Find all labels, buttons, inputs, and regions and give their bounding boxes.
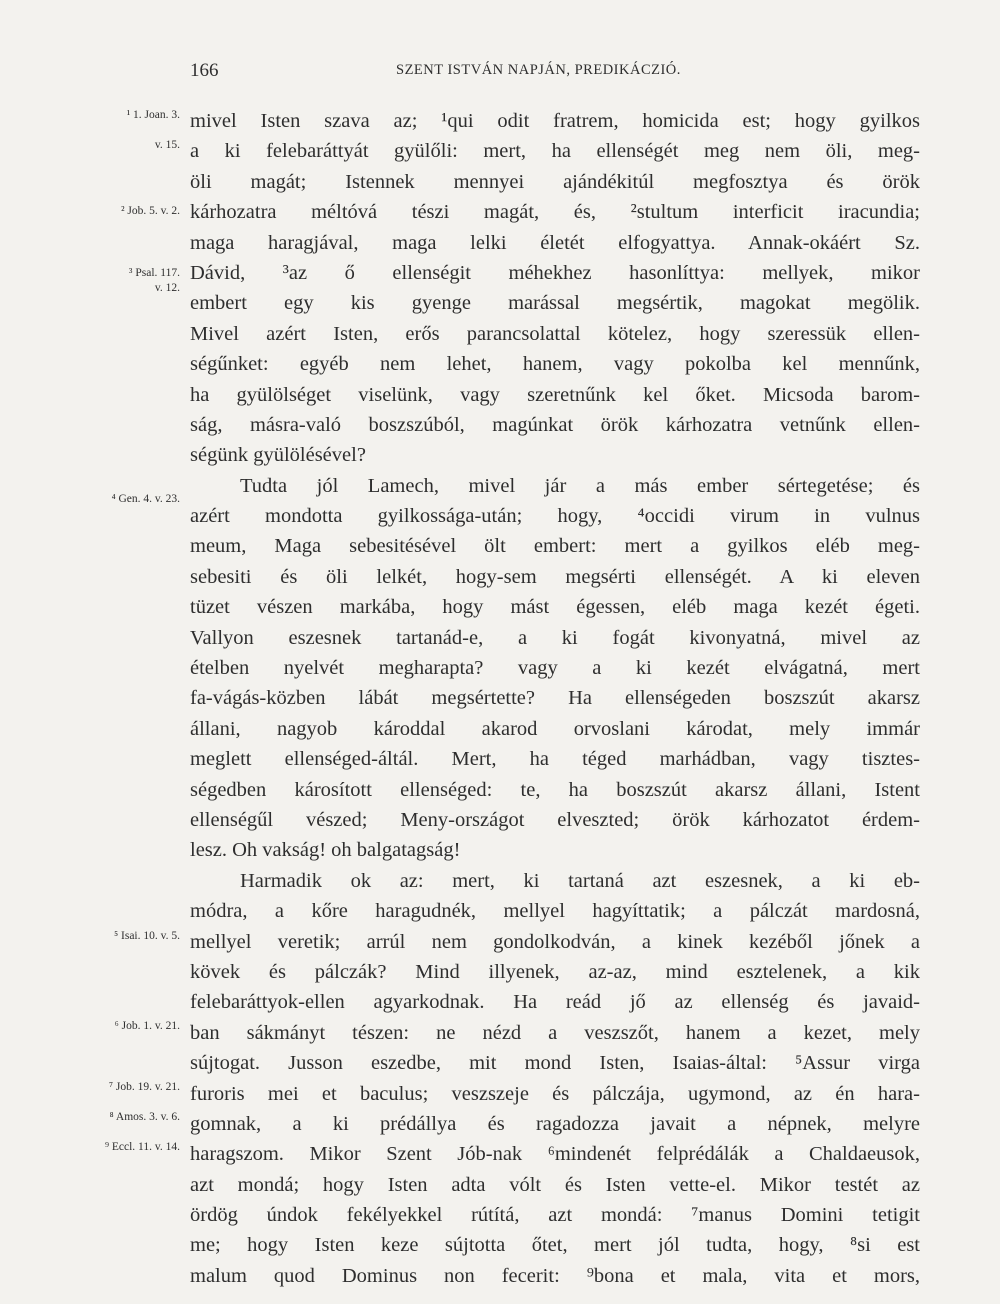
text-line: me; hogy Isten keze sújtotta őtet, mert jól tudta, hogy, ⁸si est: [190, 1234, 920, 1257]
sermon-body: [190, 106, 920, 1291]
text-line: azért mondotta gyilkossága-után; hogy, ⁴occidi virum in vulnus: [190, 505, 920, 528]
text-line: malum quod Dominus non fecerit: ⁹bona et mala, vita et mors,: [190, 1264, 920, 1287]
text-line: embert egy kis gyenge marással megsértik, magokat megölik.: [190, 292, 920, 315]
text-line: gomnak, a ki prédállya és ragadozza javait a népnek, melyre: [190, 1112, 920, 1135]
margin-note: v. 15.: [154, 139, 180, 151]
text-line: ségedben károsított ellenséged: te, ha boszszút akarsz állani, Istent: [190, 778, 920, 801]
margin-note: ⁸ Amos. 3. v. 6.: [109, 1111, 180, 1123]
margin-note: ¹ 1. Joan. 3.: [126, 109, 180, 121]
text-line: sebesiti és öli lelkét, hogy-sem megsérti ellenségét. A ki eleven: [190, 565, 920, 588]
text-line: Dávid, ³az ő ellenségit méhekhez hasonlíttya: mellyek, mikor: [190, 261, 920, 284]
text-line: mivel Isten szava az; ¹qui odit fratrem, homicida est; hogy gyilkos: [190, 110, 920, 132]
text-line: ellenségűl vészed; Meny-országot elveszted; örök kárhozatot érdem-: [190, 808, 920, 831]
text-line: felebaráttyok-ellen agyarkodnak. Ha reád jő az ellenség és javaid-: [190, 991, 920, 1014]
paragraph-start: Harmadik ok az: mert, ki tartaná azt eszesnek, a ki eb-: [240, 869, 920, 892]
text-line: maga haragjával, maga lelki életét elfogyattya. Annak-okáért Sz.: [190, 231, 920, 254]
margin-note: v. 12.: [154, 282, 180, 294]
margin-note: ⁴ Gen. 4. v. 23.: [111, 493, 180, 505]
text-line: kövek és pálczák? Mind illyenek, az-az, mind esztelenek, a kik: [190, 960, 920, 983]
text-line: lesz. Oh vakság! oh balgatagság!: [190, 839, 461, 862]
margin-note: ⁹ Eccl. 11. v. 14.: [104, 1141, 180, 1153]
text-line: mellyel veretik; arrúl nem gondolkodván, a kinek kezéből jőnek a: [190, 930, 920, 953]
margin-note: ³ Psal. 117.: [129, 267, 180, 279]
text-line: meglett ellenséged-áltál. Mert, ha téged marhádban, vagy tisztes-: [190, 748, 920, 771]
page-header: [190, 60, 920, 84]
paragraph-start: Tudta jól Lamech, mivel jár a más ember sértegetése; és: [240, 474, 920, 497]
text-line: a ki felebaráttyát gyülőli: mert, ha ellenségét meg nem öli, meg-: [190, 140, 920, 163]
text-line: öli magát; Istennek mennyei ajándékitúl megfosztya és örök: [190, 170, 920, 193]
text-line: furoris mei et baculus; veszszeje és pálczája, ugymond, az én hara-: [190, 1082, 920, 1105]
text-line: Vallyon eszesnek tartanád-e, a ki fogát kivonyatná, mivel az: [190, 626, 920, 649]
text-line: ségűnket: egyéb nem lehet, hanem, vagy pokolba kel mennűnk,: [190, 353, 920, 376]
text-line: haragszom. Mikor Szent Jób-nak ⁶mindenét felprédálák a Chaldaeusok,: [190, 1143, 920, 1166]
text-line: fa-vágás-közben lábát megsértette? Ha ellenségeden boszszút akarsz: [190, 687, 920, 710]
text-line: ségünk gyülölésével?: [190, 444, 366, 467]
text-line: Mivel azért Isten, erős parancsolattal kötelez, hogy szeressük ellen-: [190, 322, 920, 345]
text-line: ételben nyelvét megharapta? vagy a ki kezét elvágatná, mert: [190, 657, 920, 680]
text-line: állani, nagyob károddal akarod orvoslani károdat, mely immár: [190, 717, 920, 740]
text-line: sújtogat. Jusson eszedbe, mit mond Isten, Isaias-által: ⁵Assur virga: [190, 1052, 920, 1075]
text-line: kárhozatra méltóvá tészi magát, és, ²stultum interficit iracundia;: [190, 201, 920, 224]
margin-note: ⁵ Isai. 10. v. 5.: [114, 930, 180, 942]
margin-note: ⁷ Job. 19. v. 21.: [109, 1081, 180, 1093]
margin-note: ² Job. 5. v. 2.: [121, 205, 180, 217]
page-number: 166: [190, 60, 219, 81]
text-line: módra, a kőre haragudnék, mellyel hagyíttatik; a pálczát mardosná,: [190, 900, 920, 923]
text-line: ha gyülölséget viselünk, vagy szeretnűnk kel őket. Micsoda barom-: [190, 383, 920, 406]
text-line: ban sákmányt tészen: ne nézd a veszszőt, hanem a kezet, mely: [190, 1021, 920, 1044]
text-line: ság, másra-való boszszúból, magúnkat örök kárhozatra vetnűnk ellen-: [190, 413, 920, 436]
text-line: meum, Maga sebesitésével ölt embert: mert a gyilkos eléb meg-: [190, 535, 920, 558]
margin-note: ⁶ Job. 1. v. 21.: [114, 1020, 180, 1032]
running-head: SZENT ISTVÁN NAPJÁN, PREDIKÁCZIÓ.: [396, 62, 681, 78]
text-line: tüzet vészen markába, hogy mást égessen, eléb maga kezét égeti.: [190, 596, 920, 619]
text-line: ördög úndok fekélyekkel rútítá, azt mondá: ⁷manus Domini tetigit: [190, 1204, 920, 1227]
text-line: azt mondá; hogy Isten adta vólt és Isten vette-el. Mikor testét az: [190, 1173, 920, 1196]
